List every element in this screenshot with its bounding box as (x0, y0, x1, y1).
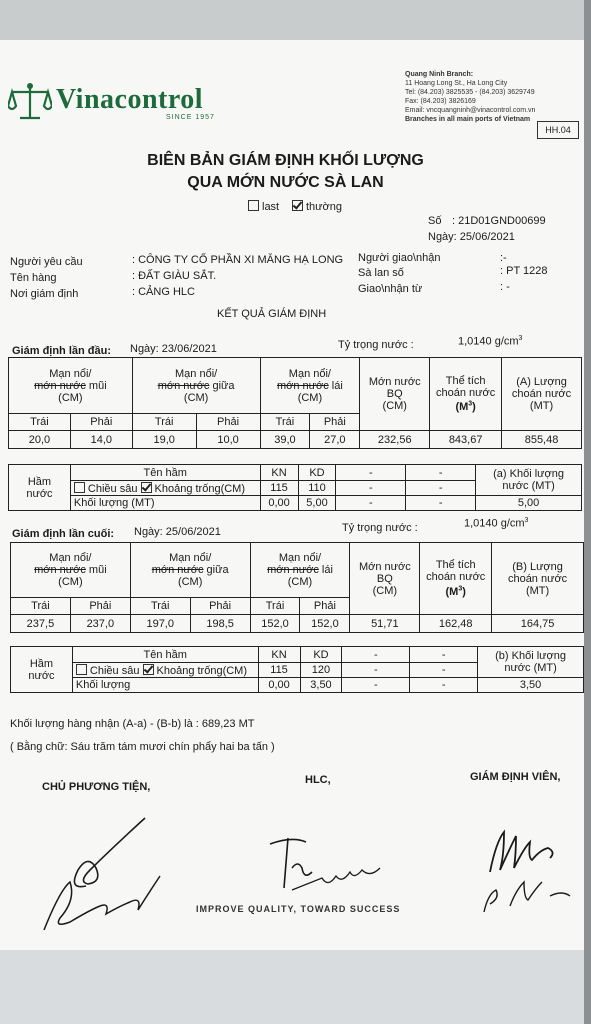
last-density (464, 517, 528, 530)
deliver-value: :- (500, 252, 507, 264)
hlc-signature-icon (262, 832, 392, 902)
hlc-signature-title: HLC, (305, 774, 331, 786)
last-fore-left: 237,5 (11, 615, 71, 633)
aft-left-label: Trái (260, 414, 310, 431)
last-mass-kd: 3,50 (300, 678, 342, 693)
vol-header-unit: (M (455, 401, 469, 414)
option-last (248, 200, 279, 213)
fore-header-line1: Mạn nổi/ (49, 552, 92, 564)
aft-header-struck: mớn nước (267, 564, 319, 576)
last-mid-right: 198,5 (190, 615, 250, 633)
vol-header-line1: Thể tích (435, 559, 476, 572)
goods-value: : ĐẤT GIÀU SẮT. (132, 270, 217, 282)
tank-total-line2: nước (MT) (504, 662, 557, 674)
dash-cell: - (336, 481, 406, 496)
place-value: : CẢNG HLC (132, 286, 195, 298)
tank-total-line2: nước (MT) (502, 480, 555, 492)
doc-title-line1: BIÊN BẢN GIÁM ĐỊNH KHỐI LƯỢNG (147, 152, 424, 169)
dash-cell: - (406, 465, 476, 481)
first-aft-header (260, 358, 360, 414)
mid-header-unit: (CM) (183, 391, 209, 404)
bq-header-unit: (CM) (372, 584, 398, 597)
last-mean-draft: 51,71 (350, 615, 420, 633)
branch-title: Quang Ninh Branch: (405, 71, 474, 78)
fore-right-label: Phải (70, 414, 132, 431)
disp-header-line2: choán nước (507, 572, 568, 585)
aft-header-suffix: lái (328, 379, 343, 392)
background-bottom (0, 950, 591, 1024)
dash-cell: - (342, 663, 410, 678)
mass-label: Khối lượng (MT) (70, 496, 260, 511)
last-density-unit-sup: 3 (524, 517, 529, 524)
last-fore-header (11, 543, 131, 598)
aft-header-unit: (CM) (287, 576, 313, 588)
owner-signature-title: CHỦ PHƯƠNG TIỆN, (42, 781, 151, 793)
first-date: Ngày: 23/06/2021 (130, 343, 217, 355)
requester-label: Người yêu cầu (10, 256, 83, 268)
aft-header-struck: mớn nước (277, 379, 329, 392)
mid-left-label: Trái (130, 598, 190, 615)
checkbox-empty-icon (76, 664, 87, 675)
bq-header-line1: Mớn nước (358, 560, 411, 573)
last-aft-left: 152,0 (250, 615, 300, 633)
last-mass-kn: 0,00 (258, 678, 300, 693)
requester-value: : CÔNG TY CỔ PHẦN XI MĂNG HẠ LONG (132, 254, 344, 266)
bq-header-line2: BQ (376, 572, 393, 585)
tank-name-header: Tên hầm (72, 647, 258, 663)
first-aft-right: 27,0 (310, 431, 360, 449)
dash-cell: - (406, 496, 476, 511)
dash-cell: - (336, 465, 406, 481)
checkbox-empty-icon (74, 482, 85, 493)
option-regular-label: thường (306, 201, 342, 213)
last-density-value: 1,0140 g/cm (464, 517, 525, 530)
dash-cell: - (410, 647, 478, 663)
dash-cell: - (410, 663, 478, 678)
aft-left-label: Trái (250, 598, 300, 615)
option-last-label: last (262, 201, 280, 213)
deliver-label: Người giao\nhận (358, 252, 441, 264)
dash-cell: - (336, 496, 406, 511)
depth-ullage-cell (72, 663, 258, 678)
branch-tel: Tel: (84.203) 3825535 - (84.203) 3629749 (405, 89, 535, 96)
so-label: Số (428, 215, 442, 227)
first-mid-left: 19,0 (132, 431, 196, 449)
summary-words: ( Bằng chữ: Sáu trăm tám mươi chín phẩy hai ba tấn ) (10, 741, 275, 753)
kd-header: KD (300, 647, 342, 663)
kn-header: KN (258, 647, 300, 663)
last-disp-header (492, 543, 584, 615)
last-depth-kn: 115 (258, 663, 300, 678)
fore-left-label: Trái (11, 598, 71, 615)
checkbox-checked-icon (141, 482, 152, 493)
mid-header-suffix: giữa (209, 379, 235, 392)
last-bq-header (350, 543, 420, 615)
doc-title-line2: QUA MỚN NƯỚC SÀ LAN (187, 174, 384, 191)
from-value: : - (500, 281, 510, 293)
mass-label: Khối lượng (72, 678, 258, 693)
dash-cell: - (406, 481, 476, 496)
last-density-label: Tỷ trọng nước : (342, 522, 418, 534)
first-density (458, 335, 522, 348)
tank-total-line1: (a) Khối lượng (493, 468, 564, 480)
tank-label-line1: Hầm (29, 657, 54, 670)
vol-header-line2: choán nước (426, 571, 486, 584)
last-draft-table (10, 542, 584, 633)
first-fore-left: 20,0 (9, 431, 71, 449)
aft-header-unit: (CM) (297, 391, 323, 404)
vol-header-line1: Thể tích (445, 374, 486, 387)
disp-header-unit: (MT) (525, 584, 550, 597)
first-draft-table (8, 357, 582, 449)
last-date: Ngày: 25/06/2021 (134, 526, 221, 538)
tank-total-line1: (b) Khối lượng (495, 650, 566, 662)
last-tank-total: 3,50 (478, 678, 584, 693)
aft-header-line1: Mạn nổi/ (278, 552, 322, 564)
mid-right-label: Phải (196, 414, 260, 431)
last-tank-table (10, 646, 584, 693)
disp-header-line2: choán nước (511, 388, 572, 400)
aft-right-label: Phải (300, 598, 350, 615)
fore-header-unit: (CM) (58, 391, 83, 404)
last-mid-header (130, 543, 250, 598)
last-depth-kd: 120 (300, 663, 342, 678)
fore-header-struck: mớn nước (34, 379, 86, 392)
first-tank-label (9, 465, 71, 511)
bq-header-line1: Mớn nước (368, 376, 421, 388)
vol-header-line2: choán nước (436, 386, 496, 399)
first-tank-table (8, 464, 582, 511)
ullage-label: Khoảng trống(CM) (154, 482, 246, 495)
checkbox-empty-icon (248, 200, 259, 211)
brand-name: Vinacontrol (56, 84, 204, 115)
tank-label-line1: Hầm (27, 475, 52, 488)
dash-cell: - (342, 678, 410, 693)
depth-ullage-cell (70, 481, 260, 496)
bq-header-unit: (CM) (382, 400, 407, 412)
fore-header-suffix: mũi (85, 564, 107, 576)
first-mean-draft: 232,56 (360, 431, 430, 449)
first-vol-header: Thể tích choán nước $(M^3)$ (430, 358, 502, 431)
footer-slogan: IMPROVE QUALITY, TOWARD SUCCESS (196, 904, 401, 914)
dash-cell: - (342, 647, 410, 663)
inspector-signature-title: GIÁM ĐỊNH VIÊN, (470, 771, 561, 783)
aft-header-suffix: lái (318, 564, 333, 576)
aft-right-label: Phải (310, 414, 360, 431)
vol-header-sup: 3 (468, 400, 473, 408)
last-aft-header (250, 543, 350, 598)
last-volume: 162,48 (420, 615, 492, 633)
branch-address: 11 Hoang Long St., Ha Long City (405, 80, 508, 87)
first-density-value: 1,0140 g/cm (458, 335, 519, 348)
mid-header-struck: mớn nước (151, 564, 204, 576)
first-displacement: 855,48 (502, 431, 582, 449)
vol-header-unit: (M (445, 585, 459, 598)
tank-label-line2: nước (26, 487, 53, 500)
fore-header-unit: (CM) (58, 576, 83, 588)
first-tank-total: 5,00 (476, 496, 582, 511)
last-heading: Giám định lần cuối: (12, 528, 115, 540)
brand-since: SINCE 1957 (166, 114, 215, 121)
mid-header-line1: Mạn nổi/ (175, 367, 218, 380)
disp-header-unit: (MT) (529, 400, 554, 412)
last-aft-right: 152,0 (300, 615, 350, 633)
option-regular (292, 200, 342, 213)
first-disp-header (502, 358, 582, 431)
barge-value: : PT 1228 (500, 265, 548, 277)
depth-label: Chiều sâu (89, 664, 140, 677)
mid-header-line1: Mạn nổi/ (169, 552, 212, 564)
ullage-label: Khoảng trống(CM) (156, 664, 248, 677)
first-density-label: Tỷ trọng nước : (338, 339, 414, 351)
branch-email: Email: vncquangninh@vinacontrol.com.vn (405, 107, 536, 114)
first-tank-total-label (476, 465, 582, 496)
disp-header-line1: (B) Lượng (512, 560, 563, 573)
fore-left-label: Trái (9, 414, 71, 431)
first-mass-kn: 0,00 (260, 496, 298, 511)
last-vol-header: Thể tích choán nước $(M^3)$ (420, 543, 492, 615)
kn-header: KN (260, 465, 298, 481)
aft-header-line1: Mạn nổi/ (288, 367, 331, 380)
mid-right-label: Phải (190, 598, 250, 615)
so-value: : 21D01GND00699 (452, 215, 546, 227)
doc-date: Ngày: 25/06/2021 (428, 231, 515, 243)
mid-left-label: Trái (132, 414, 196, 431)
owner-signature-icon (30, 810, 170, 940)
background-right (584, 0, 591, 1024)
from-label: Giao\nhận từ (358, 283, 423, 295)
last-tank-label (11, 647, 73, 693)
checkbox-checked-icon (292, 200, 303, 211)
last-mid-left: 197,0 (130, 615, 190, 633)
place-label: Nơi giám định (10, 288, 79, 300)
last-displacement: 164,75 (492, 615, 584, 633)
fore-header-suffix: mũi (85, 379, 107, 392)
summary-result: Khối lượng hàng nhận (A-a) - (B-b) là : 689,23 MT (10, 718, 255, 730)
fore-header-struck: mớn nước (34, 564, 86, 576)
bq-header-line2: BQ (386, 388, 403, 400)
form-code: HH.04 (537, 121, 579, 139)
kd-header: KD (298, 465, 336, 481)
fore-header-line1: Mạn nổi/ (49, 367, 92, 380)
last-tank-total-label (478, 647, 584, 678)
first-mid-header (132, 358, 260, 414)
branch-network: Branches in all main ports of Vietnam (405, 116, 531, 123)
goods-label: Tên hàng (10, 272, 57, 284)
mid-header-unit: (CM) (177, 576, 203, 588)
vol-header-sup: 3 (458, 585, 463, 593)
first-bq-header (360, 358, 430, 431)
result-title: KẾT QUẢ GIÁM ĐỊNH (217, 308, 327, 320)
scales-logo-icon (8, 82, 52, 122)
first-mass-kd: 5,00 (298, 496, 336, 511)
barge-label: Sà lan số (358, 267, 404, 279)
mid-header-suffix: giữa (203, 564, 229, 576)
branch-fax: Fax: (84.203) 3826169 (405, 98, 476, 105)
first-fore-header (9, 358, 133, 414)
fore-right-label: Phải (70, 598, 130, 615)
depth-label: Chiều sâu (87, 482, 138, 495)
first-depth-kn: 115 (260, 481, 298, 496)
last-fore-right: 237,0 (70, 615, 130, 633)
dash-cell: - (410, 678, 478, 693)
first-fore-right: 14,0 (70, 431, 132, 449)
first-heading: Giám định lần đầu: (12, 345, 112, 357)
first-mid-right: 10,0 (196, 431, 260, 449)
background-top (0, 0, 591, 40)
first-density-unit-sup: 3 (518, 335, 523, 342)
tank-label-line2: nước (28, 669, 55, 682)
first-depth-kd: 110 (298, 481, 336, 496)
tank-name-header: Tên hầm (70, 465, 260, 481)
disp-header-line1: (A) Lượng (516, 376, 567, 388)
mid-header-struck: mớn nước (157, 379, 210, 392)
first-aft-left: 39,0 (260, 431, 310, 449)
checkbox-checked-icon (143, 664, 154, 675)
first-volume: 843,67 (430, 431, 502, 449)
inspector-signature-icon (470, 812, 580, 922)
